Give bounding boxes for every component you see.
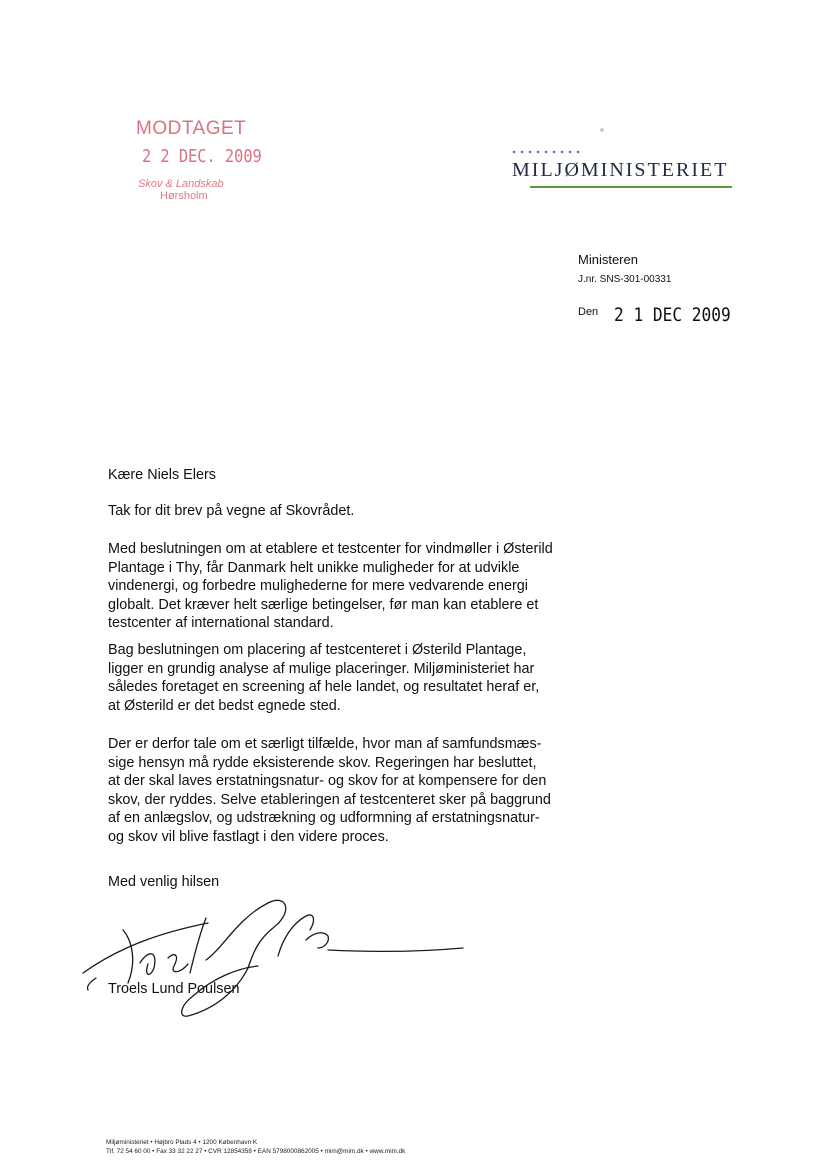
paragraph-line: Tak for dit brev på vegne af Skovrådet. — [108, 503, 355, 519]
signer-name: Troels Lund Poulsen — [108, 981, 240, 997]
received-stamp-title: MODTAGET — [136, 118, 247, 139]
letter-date: 2 1 DEC 2009 — [614, 304, 731, 326]
signature — [78, 878, 468, 1018]
paragraph-line: vindenergi, og forbedre mulighederne for mere vedvarende energi — [108, 578, 528, 594]
date-prefix: Den — [578, 306, 599, 318]
paragraph-line: sige hensyn må rydde eksisterende skov. Regeringen har besluttet, — [108, 754, 537, 771]
closing: Med venlig hilsen — [108, 874, 220, 890]
paragraph-line: og skov vil blive fastlagt i den videre proces. — [108, 828, 389, 845]
paragraph-line: Plantage i Thy, får Danmark helt unikke muligheder for at udvikle — [108, 559, 520, 576]
paragraph-line: skov, der ryddes. Selve etableringen af testcenteret sker på baggrund — [108, 791, 551, 808]
paragraph-line: Bag beslutningen om placering af testcenteret i Østerild Plantage, — [108, 642, 527, 658]
paragraph-line: testcenter af international standard. — [108, 615, 334, 631]
paragraph-line: Der er derfor tale om et særligt tilfælde, hvor man af samfundsmæs- — [108, 736, 542, 752]
footer-contact: Tlf. 72 54 60 00 • Fax 33 32 22 27 • CVR 12854358 • EAN 5798000862005 • mim@mim.dk • www.mim.dk — [106, 1148, 406, 1155]
received-stamp-office: Skov & Landskab — [138, 178, 224, 190]
paragraph-line: globalt. Det kræver helt særlige betingelser, før man kan etablere et — [108, 596, 539, 613]
salutation: Kære Niels Elers — [108, 467, 216, 483]
logo-underline — [530, 186, 732, 188]
footer-address: Miljøministeriet • Højbro Plads 4 • 1200 København K — [106, 1139, 258, 1146]
paragraph-2 — [108, 540, 628, 633]
scan-mark — [600, 128, 604, 132]
journal-number: J.nr. SNS-301-00331 — [578, 274, 672, 285]
paragraph-line: således foretaget en screening af hele landet, og resultatet heraf er, — [108, 679, 540, 695]
paragraph-4 — [108, 735, 628, 846]
received-stamp-location: Hørsholm — [160, 190, 208, 202]
paragraph-1 — [108, 502, 628, 521]
paragraph-line: at Østerild er det bedst egnede sted. — [108, 697, 341, 714]
received-stamp-date: 2 2 DEC. 2009 — [142, 146, 262, 167]
paragraph-line: Med beslutningen om at etablere et testcenter for vindmøller i Østerild — [108, 541, 553, 557]
paragraph-line: af en anlægslov, og udstrækning og udformning af erstatningsnatur- — [108, 810, 540, 826]
paragraph-3 — [108, 641, 628, 715]
ministry-logo-text: MILJØMINISTERIET — [512, 159, 729, 181]
sender-title: Ministeren — [578, 252, 638, 267]
paragraph-line: ligger en grundig analyse af mulige placeringer. Miljøministeriet har — [108, 660, 535, 677]
logo-dots-icon — [512, 150, 584, 154]
paragraph-line: at der skal laves erstatningsnatur- og skov for at kompensere for den — [108, 773, 547, 789]
